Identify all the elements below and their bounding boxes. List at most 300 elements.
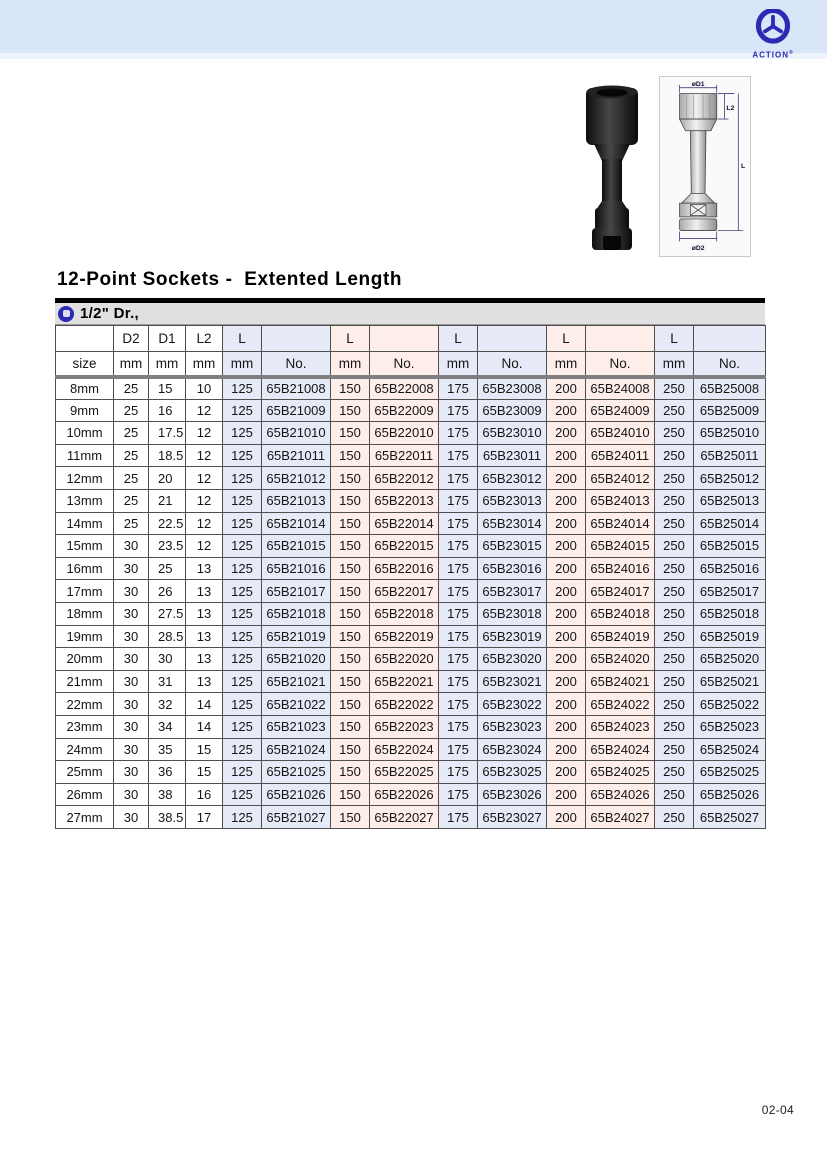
spec-cell: 38 bbox=[149, 783, 186, 806]
square-drive-icon bbox=[58, 306, 74, 322]
part-no-cell: 65B24013 bbox=[586, 489, 655, 512]
diagram-label-d1: øD1 bbox=[691, 80, 705, 88]
part-no-cell: 65B22022 bbox=[370, 693, 439, 716]
spec-cell: 13 bbox=[186, 580, 223, 603]
part-no-cell: 65B22009 bbox=[370, 399, 439, 422]
spec-cell: 14 bbox=[186, 715, 223, 738]
part-no-cell: 65B21009 bbox=[262, 399, 331, 422]
spec-cell: 30 bbox=[114, 693, 149, 716]
size-cell: 27mm bbox=[56, 806, 114, 829]
spec-cell: 13 bbox=[186, 648, 223, 671]
length-cell: 150 bbox=[331, 783, 370, 806]
spec-cell: 30 bbox=[114, 670, 149, 693]
part-no-cell: 65B24025 bbox=[586, 761, 655, 784]
spec-cell: 30 bbox=[114, 761, 149, 784]
spec-cell: 18.5 bbox=[149, 444, 186, 467]
spec-cell: 23.5 bbox=[149, 535, 186, 558]
table-row bbox=[56, 738, 766, 761]
length-cell: 125 bbox=[223, 602, 262, 625]
part-no-cell: 65B23025 bbox=[478, 761, 547, 784]
spec-cell: 12 bbox=[186, 467, 223, 490]
length-cell: 250 bbox=[655, 602, 694, 625]
length-cell: 175 bbox=[439, 580, 478, 603]
part-no-cell: 65B23008 bbox=[478, 377, 547, 400]
length-cell: 125 bbox=[223, 535, 262, 558]
diagram-label-l2: L2 bbox=[726, 105, 735, 113]
part-no-cell: 65B22014 bbox=[370, 512, 439, 535]
table-body bbox=[56, 377, 766, 829]
table-row bbox=[56, 602, 766, 625]
spec-cell: 25 bbox=[114, 422, 149, 445]
part-no-cell: 65B21019 bbox=[262, 625, 331, 648]
diagram-label-d2: øD2 bbox=[691, 245, 705, 253]
part-no-cell: 65B25023 bbox=[694, 715, 766, 738]
spec-cell: 13 bbox=[186, 670, 223, 693]
length-cell: 150 bbox=[331, 535, 370, 558]
length-cell: 175 bbox=[439, 399, 478, 422]
part-no-cell: 65B23021 bbox=[478, 670, 547, 693]
size-cell: 21mm bbox=[56, 670, 114, 693]
length-cell: 250 bbox=[655, 783, 694, 806]
length-cell: 250 bbox=[655, 467, 694, 490]
table-row bbox=[56, 783, 766, 806]
length-cell: 200 bbox=[547, 715, 586, 738]
spec-cell: 17 bbox=[186, 806, 223, 829]
length-cell: 175 bbox=[439, 693, 478, 716]
length-cell: 125 bbox=[223, 512, 262, 535]
size-cell: 11mm bbox=[56, 444, 114, 467]
product-diagram bbox=[659, 76, 751, 257]
spec-cell: 12 bbox=[186, 444, 223, 467]
length-cell: 250 bbox=[655, 580, 694, 603]
spec-cell: 25 bbox=[114, 489, 149, 512]
table-row bbox=[56, 693, 766, 716]
drive-size-bar bbox=[55, 298, 765, 325]
length-cell: 200 bbox=[547, 377, 586, 400]
part-no-cell: 65B23020 bbox=[478, 648, 547, 671]
spec-cell: 30 bbox=[114, 602, 149, 625]
part-no-cell: 65B21020 bbox=[262, 648, 331, 671]
size-cell: 16mm bbox=[56, 557, 114, 580]
part-no-cell: 65B23018 bbox=[478, 602, 547, 625]
part-no-cell: 65B23011 bbox=[478, 444, 547, 467]
part-no-cell: 65B22013 bbox=[370, 489, 439, 512]
size-cell: 12mm bbox=[56, 467, 114, 490]
length-cell: 200 bbox=[547, 512, 586, 535]
column-header: No. bbox=[262, 352, 331, 377]
length-cell: 200 bbox=[547, 738, 586, 761]
spec-cell: 10 bbox=[186, 377, 223, 400]
spec-table bbox=[55, 325, 766, 829]
part-no-cell: 65B24024 bbox=[586, 738, 655, 761]
length-cell: 125 bbox=[223, 444, 262, 467]
spec-cell: 31 bbox=[149, 670, 186, 693]
table-row bbox=[56, 399, 766, 422]
length-cell: 150 bbox=[331, 489, 370, 512]
part-no-cell: 65B25026 bbox=[694, 783, 766, 806]
size-cell: 25mm bbox=[56, 761, 114, 784]
part-no-cell: 65B21017 bbox=[262, 580, 331, 603]
part-no-cell: 65B24022 bbox=[586, 693, 655, 716]
length-cell: 175 bbox=[439, 625, 478, 648]
spec-cell: 13 bbox=[186, 625, 223, 648]
part-no-cell: 65B23017 bbox=[478, 580, 547, 603]
length-cell: 175 bbox=[439, 377, 478, 400]
column-header: mm bbox=[331, 352, 370, 377]
length-cell: 200 bbox=[547, 602, 586, 625]
action-logo-icon bbox=[752, 34, 794, 51]
spec-cell: 22.5 bbox=[149, 512, 186, 535]
part-no-cell: 65B23014 bbox=[478, 512, 547, 535]
part-no-cell: 65B22017 bbox=[370, 580, 439, 603]
table-row bbox=[56, 535, 766, 558]
part-no-cell: 65B25022 bbox=[694, 693, 766, 716]
size-cell: 24mm bbox=[56, 738, 114, 761]
length-cell: 250 bbox=[655, 377, 694, 400]
part-no-cell: 65B25018 bbox=[694, 602, 766, 625]
product-photo bbox=[569, 82, 657, 256]
length-cell: 150 bbox=[331, 693, 370, 716]
length-cell: 150 bbox=[331, 625, 370, 648]
table-row bbox=[56, 715, 766, 738]
part-no-cell: 65B24014 bbox=[586, 512, 655, 535]
spec-cell: 25 bbox=[114, 377, 149, 400]
length-cell: 200 bbox=[547, 648, 586, 671]
part-no-cell: 65B21022 bbox=[262, 693, 331, 716]
length-cell: 200 bbox=[547, 535, 586, 558]
length-cell: 150 bbox=[331, 715, 370, 738]
drive-size-label: 1/2" Dr., bbox=[80, 305, 140, 322]
length-cell: 150 bbox=[331, 602, 370, 625]
length-cell: 150 bbox=[331, 557, 370, 580]
table-row bbox=[56, 580, 766, 603]
length-cell: 200 bbox=[547, 399, 586, 422]
part-no-cell: 65B25010 bbox=[694, 422, 766, 445]
part-no-cell: 65B21021 bbox=[262, 670, 331, 693]
column-header: mm bbox=[223, 352, 262, 377]
size-cell: 26mm bbox=[56, 783, 114, 806]
page-title: 12-Point Sockets - Extented Length bbox=[57, 269, 403, 290]
length-cell: 125 bbox=[223, 377, 262, 400]
spec-cell: 25 bbox=[114, 444, 149, 467]
length-cell: 200 bbox=[547, 444, 586, 467]
part-no-cell: 65B25015 bbox=[694, 535, 766, 558]
part-no-cell: 65B21024 bbox=[262, 738, 331, 761]
length-cell: 200 bbox=[547, 557, 586, 580]
size-cell: 19mm bbox=[56, 625, 114, 648]
size-cell: 10mm bbox=[56, 422, 114, 445]
part-no-cell: 65B22016 bbox=[370, 557, 439, 580]
size-cell: 22mm bbox=[56, 693, 114, 716]
spec-cell: 15 bbox=[149, 377, 186, 400]
part-no-cell: 65B25011 bbox=[694, 444, 766, 467]
part-no-cell: 65B22024 bbox=[370, 738, 439, 761]
part-no-cell: 65B23027 bbox=[478, 806, 547, 829]
part-no-cell: 65B22026 bbox=[370, 783, 439, 806]
part-no-cell: 65B23015 bbox=[478, 535, 547, 558]
length-cell: 250 bbox=[655, 557, 694, 580]
column-header: No. bbox=[478, 352, 547, 377]
part-no-cell: 65B25016 bbox=[694, 557, 766, 580]
part-no-cell: 65B21026 bbox=[262, 783, 331, 806]
spec-cell: 14 bbox=[186, 693, 223, 716]
column-header bbox=[586, 326, 655, 352]
part-no-cell: 65B24027 bbox=[586, 806, 655, 829]
spec-cell: 17.5 bbox=[149, 422, 186, 445]
spec-cell: 30 bbox=[114, 535, 149, 558]
part-no-cell: 65B23019 bbox=[478, 625, 547, 648]
part-no-cell: 65B25012 bbox=[694, 467, 766, 490]
column-header: L2 bbox=[186, 326, 223, 352]
spec-cell: 16 bbox=[149, 399, 186, 422]
length-cell: 125 bbox=[223, 693, 262, 716]
part-no-cell: 65B23023 bbox=[478, 715, 547, 738]
part-no-cell: 65B25025 bbox=[694, 761, 766, 784]
table-row bbox=[56, 806, 766, 829]
spec-cell: 12 bbox=[186, 512, 223, 535]
spec-cell: 30 bbox=[114, 557, 149, 580]
column-header: mm bbox=[655, 352, 694, 377]
part-no-cell: 65B23026 bbox=[478, 783, 547, 806]
spec-cell: 12 bbox=[186, 489, 223, 512]
part-no-cell: 65B21010 bbox=[262, 422, 331, 445]
part-no-cell: 65B21018 bbox=[262, 602, 331, 625]
part-no-cell: 65B21011 bbox=[262, 444, 331, 467]
part-no-cell: 65B24023 bbox=[586, 715, 655, 738]
length-cell: 175 bbox=[439, 467, 478, 490]
spec-cell: 30 bbox=[149, 648, 186, 671]
part-no-cell: 65B22018 bbox=[370, 602, 439, 625]
size-cell: 14mm bbox=[56, 512, 114, 535]
length-cell: 250 bbox=[655, 648, 694, 671]
length-cell: 175 bbox=[439, 670, 478, 693]
column-header: No. bbox=[370, 352, 439, 377]
length-cell: 175 bbox=[439, 444, 478, 467]
length-cell: 125 bbox=[223, 783, 262, 806]
spec-cell: 12 bbox=[186, 535, 223, 558]
part-no-cell: 65B24019 bbox=[586, 625, 655, 648]
length-cell: 125 bbox=[223, 422, 262, 445]
spec-cell: 20 bbox=[149, 467, 186, 490]
table-row bbox=[56, 761, 766, 784]
length-cell: 150 bbox=[331, 512, 370, 535]
part-no-cell: 65B21027 bbox=[262, 806, 331, 829]
part-no-cell: 65B22019 bbox=[370, 625, 439, 648]
part-no-cell: 65B25009 bbox=[694, 399, 766, 422]
column-header bbox=[478, 326, 547, 352]
spec-cell: 25 bbox=[114, 467, 149, 490]
column-header: L bbox=[655, 326, 694, 352]
spec-cell: 15 bbox=[186, 738, 223, 761]
part-no-cell: 65B23010 bbox=[478, 422, 547, 445]
length-cell: 125 bbox=[223, 399, 262, 422]
table-header-row1 bbox=[56, 326, 766, 352]
length-cell: 175 bbox=[439, 806, 478, 829]
part-no-cell: 65B21025 bbox=[262, 761, 331, 784]
length-cell: 150 bbox=[331, 580, 370, 603]
part-no-cell: 65B21015 bbox=[262, 535, 331, 558]
spec-cell: 27.5 bbox=[149, 602, 186, 625]
column-header: mm bbox=[114, 352, 149, 377]
length-cell: 175 bbox=[439, 738, 478, 761]
length-cell: 250 bbox=[655, 444, 694, 467]
part-no-cell: 65B22015 bbox=[370, 535, 439, 558]
length-cell: 125 bbox=[223, 467, 262, 490]
table-row bbox=[56, 377, 766, 400]
length-cell: 150 bbox=[331, 467, 370, 490]
length-cell: 150 bbox=[331, 444, 370, 467]
part-no-cell: 65B25008 bbox=[694, 377, 766, 400]
part-no-cell: 65B23016 bbox=[478, 557, 547, 580]
spec-cell: 25 bbox=[149, 557, 186, 580]
column-header: mm bbox=[149, 352, 186, 377]
column-header: No. bbox=[586, 352, 655, 377]
length-cell: 125 bbox=[223, 580, 262, 603]
part-no-cell: 65B24017 bbox=[586, 580, 655, 603]
length-cell: 250 bbox=[655, 715, 694, 738]
size-cell: 23mm bbox=[56, 715, 114, 738]
length-cell: 250 bbox=[655, 670, 694, 693]
part-no-cell: 65B24020 bbox=[586, 648, 655, 671]
size-cell: 9mm bbox=[56, 399, 114, 422]
part-no-cell: 65B22012 bbox=[370, 467, 439, 490]
size-cell: 13mm bbox=[56, 489, 114, 512]
spec-cell: 30 bbox=[114, 580, 149, 603]
length-cell: 175 bbox=[439, 535, 478, 558]
brand-logo bbox=[743, 9, 803, 60]
part-no-cell: 65B25024 bbox=[694, 738, 766, 761]
spec-cell: 26 bbox=[149, 580, 186, 603]
length-cell: 175 bbox=[439, 648, 478, 671]
part-no-cell: 65B23013 bbox=[478, 489, 547, 512]
part-no-cell: 65B24026 bbox=[586, 783, 655, 806]
top-band bbox=[0, 0, 827, 53]
length-cell: 250 bbox=[655, 512, 694, 535]
length-cell: 250 bbox=[655, 806, 694, 829]
length-cell: 125 bbox=[223, 715, 262, 738]
spec-cell: 25 bbox=[114, 512, 149, 535]
part-no-cell: 65B25019 bbox=[694, 625, 766, 648]
length-cell: 150 bbox=[331, 738, 370, 761]
table-row bbox=[56, 422, 766, 445]
length-cell: 250 bbox=[655, 422, 694, 445]
size-cell: 20mm bbox=[56, 648, 114, 671]
part-no-cell: 65B21016 bbox=[262, 557, 331, 580]
part-no-cell: 65B23022 bbox=[478, 693, 547, 716]
part-no-cell: 65B22010 bbox=[370, 422, 439, 445]
length-cell: 175 bbox=[439, 557, 478, 580]
part-no-cell: 65B22025 bbox=[370, 761, 439, 784]
table-row bbox=[56, 444, 766, 467]
column-header: L bbox=[547, 326, 586, 352]
length-cell: 200 bbox=[547, 580, 586, 603]
spec-cell: 12 bbox=[186, 422, 223, 445]
spec-cell: 30 bbox=[114, 783, 149, 806]
length-cell: 250 bbox=[655, 489, 694, 512]
length-cell: 200 bbox=[547, 806, 586, 829]
part-no-cell: 65B24012 bbox=[586, 467, 655, 490]
column-header: D1 bbox=[149, 326, 186, 352]
part-no-cell: 65B22020 bbox=[370, 648, 439, 671]
length-cell: 125 bbox=[223, 738, 262, 761]
column-header bbox=[370, 326, 439, 352]
part-no-cell: 65B25013 bbox=[694, 489, 766, 512]
table-row bbox=[56, 625, 766, 648]
part-no-cell: 65B24018 bbox=[586, 602, 655, 625]
length-cell: 200 bbox=[547, 489, 586, 512]
length-cell: 200 bbox=[547, 625, 586, 648]
length-cell: 150 bbox=[331, 648, 370, 671]
spec-cell: 12 bbox=[186, 399, 223, 422]
part-no-cell: 65B24021 bbox=[586, 670, 655, 693]
part-no-cell: 65B24008 bbox=[586, 377, 655, 400]
spec-cell: 30 bbox=[114, 625, 149, 648]
column-header: L bbox=[331, 326, 370, 352]
length-cell: 250 bbox=[655, 738, 694, 761]
part-no-cell: 65B21012 bbox=[262, 467, 331, 490]
length-cell: 200 bbox=[547, 693, 586, 716]
spec-cell: 30 bbox=[114, 648, 149, 671]
table-row bbox=[56, 557, 766, 580]
page-number: 02-04 bbox=[761, 1103, 794, 1117]
column-header: L bbox=[223, 326, 262, 352]
column-header: D2 bbox=[114, 326, 149, 352]
spec-cell: 28.5 bbox=[149, 625, 186, 648]
part-no-cell: 65B25021 bbox=[694, 670, 766, 693]
length-cell: 125 bbox=[223, 557, 262, 580]
length-cell: 150 bbox=[331, 377, 370, 400]
length-cell: 200 bbox=[547, 422, 586, 445]
length-cell: 125 bbox=[223, 648, 262, 671]
column-header: L bbox=[439, 326, 478, 352]
part-no-cell: 65B23012 bbox=[478, 467, 547, 490]
length-cell: 250 bbox=[655, 761, 694, 784]
length-cell: 175 bbox=[439, 489, 478, 512]
length-cell: 200 bbox=[547, 467, 586, 490]
length-cell: 175 bbox=[439, 602, 478, 625]
registered-mark: ® bbox=[788, 50, 794, 56]
spec-cell: 16 bbox=[186, 783, 223, 806]
part-no-cell: 65B21013 bbox=[262, 489, 331, 512]
spec-cell: 30 bbox=[114, 715, 149, 738]
table-row bbox=[56, 489, 766, 512]
part-no-cell: 65B24010 bbox=[586, 422, 655, 445]
diagram-label-l: L bbox=[741, 162, 746, 170]
spec-cell: 21 bbox=[149, 489, 186, 512]
column-header: size bbox=[56, 352, 114, 377]
part-no-cell: 65B21023 bbox=[262, 715, 331, 738]
table-row bbox=[56, 512, 766, 535]
spec-cell: 34 bbox=[149, 715, 186, 738]
part-no-cell: 65B23024 bbox=[478, 738, 547, 761]
length-cell: 175 bbox=[439, 512, 478, 535]
table-row bbox=[56, 467, 766, 490]
length-cell: 250 bbox=[655, 625, 694, 648]
top-band-strip bbox=[0, 50, 827, 60]
part-no-cell: 65B21014 bbox=[262, 512, 331, 535]
length-cell: 175 bbox=[439, 783, 478, 806]
length-cell: 175 bbox=[439, 761, 478, 784]
table-row bbox=[56, 648, 766, 671]
column-header: No. bbox=[694, 352, 766, 377]
spec-cell: 25 bbox=[114, 399, 149, 422]
length-cell: 250 bbox=[655, 535, 694, 558]
part-no-cell: 65B21008 bbox=[262, 377, 331, 400]
spec-cell: 30 bbox=[114, 738, 149, 761]
part-no-cell: 65B24016 bbox=[586, 557, 655, 580]
spec-cell: 32 bbox=[149, 693, 186, 716]
brand-name: ACTION® bbox=[752, 50, 794, 60]
